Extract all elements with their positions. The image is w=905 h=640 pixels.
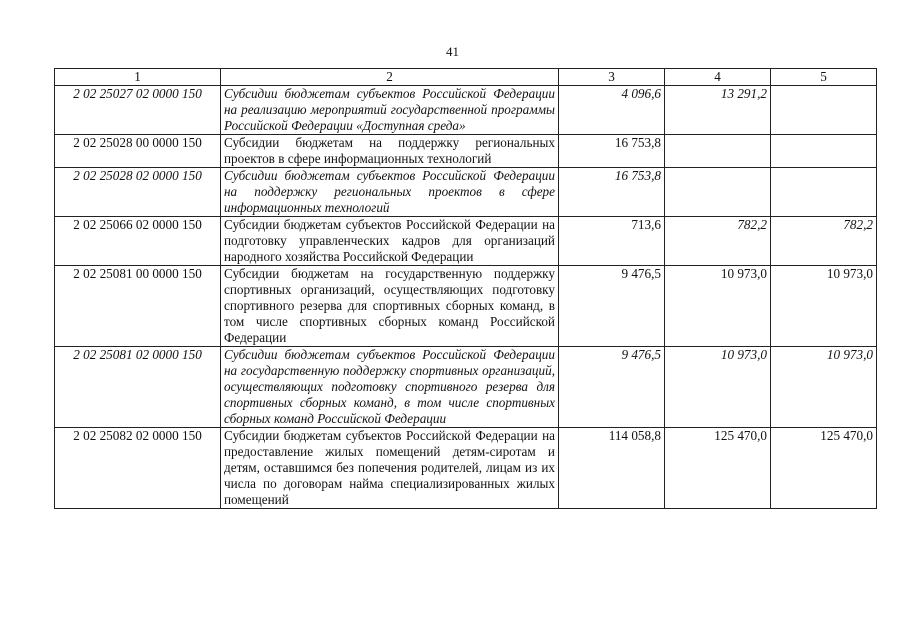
value-col-3: 16 753,8 — [559, 135, 665, 168]
table-body — [55, 86, 877, 509]
column-header-3: 3 — [559, 69, 665, 86]
budget-code: 2 02 25066 02 0000 150 — [55, 217, 221, 266]
value-col-3: 713,6 — [559, 217, 665, 266]
item-description: Субсидии бюджетам на поддержку региональных проектов в сфере информационных технологий — [221, 135, 559, 168]
value-col-5: 125 470,0 — [771, 428, 877, 509]
value-col-5 — [771, 135, 877, 168]
value-col-5: 10 973,0 — [771, 266, 877, 347]
value-col-4: 10 973,0 — [665, 266, 771, 347]
item-description: Субсидии бюджетам субъектов Российской Федерации на государственную поддержку спортивных организаций, осуществляющих подготовку спортивного резерва для спортивных сборных команд, в том числе спортивных сборных команд Российской Федерации — [221, 347, 559, 428]
value-col-3: 4 096,6 — [559, 86, 665, 135]
table-row — [55, 135, 877, 168]
value-col-3: 16 753,8 — [559, 168, 665, 217]
item-description: Субсидии бюджетам субъектов Российской Федерации на предоставление жилых помещений детям-сиротам и детям, оставшимся без попечения родителей, лицам из их числа по договорам найма специализированных жилых помещений — [221, 428, 559, 509]
column-header-4: 4 — [665, 69, 771, 86]
item-description: Субсидии бюджетам субъектов Российской Федерации на подготовку управленческих кадров для организаций народного хозяйства Российской Федерации — [221, 217, 559, 266]
table-header-row — [55, 69, 877, 86]
budget-code: 2 02 25081 00 0000 150 — [55, 266, 221, 347]
table-row — [55, 168, 877, 217]
budget-code: 2 02 25027 02 0000 150 — [55, 86, 221, 135]
budget-code: 2 02 25028 00 0000 150 — [55, 135, 221, 168]
column-header-5: 5 — [771, 69, 877, 86]
value-col-4: 13 291,2 — [665, 86, 771, 135]
value-col-5 — [771, 86, 877, 135]
budget-code: 2 02 25028 02 0000 150 — [55, 168, 221, 217]
item-description: Субсидии бюджетам субъектов Российской Федерации на поддержку региональных проектов в сфере информационных технологий — [221, 168, 559, 217]
item-description: Субсидии бюджетам субъектов Российской Федерации на реализацию мероприятий государственной программы Российской Федерации «Доступная среда» — [221, 86, 559, 135]
column-header-2: 2 — [221, 69, 559, 86]
column-header-1: 1 — [55, 69, 221, 86]
page-number: 41 — [446, 44, 459, 59]
value-col-4 — [665, 135, 771, 168]
value-col-5 — [771, 168, 877, 217]
value-col-4: 782,2 — [665, 217, 771, 266]
value-col-5: 10 973,0 — [771, 347, 877, 428]
table-row — [55, 428, 877, 509]
value-col-4: 10 973,0 — [665, 347, 771, 428]
table-row — [55, 347, 877, 428]
table-row — [55, 266, 877, 347]
value-col-5: 782,2 — [771, 217, 877, 266]
value-col-4: 125 470,0 — [665, 428, 771, 509]
value-col-3: 9 476,5 — [559, 266, 665, 347]
budget-code: 2 02 25081 02 0000 150 — [55, 347, 221, 428]
table-row — [55, 86, 877, 135]
value-col-3: 114 058,8 — [559, 428, 665, 509]
budget-table — [54, 68, 877, 509]
budget-code: 2 02 25082 02 0000 150 — [55, 428, 221, 509]
value-col-3: 9 476,5 — [559, 347, 665, 428]
value-col-4 — [665, 168, 771, 217]
item-description: Субсидии бюджетам на государственную поддержку спортивных организаций, осуществляющих подготовку спортивного резерва для спортивных сборных команд, в том числе спортивных сборных команд Российской Федерации — [221, 266, 559, 347]
table-row — [55, 217, 877, 266]
